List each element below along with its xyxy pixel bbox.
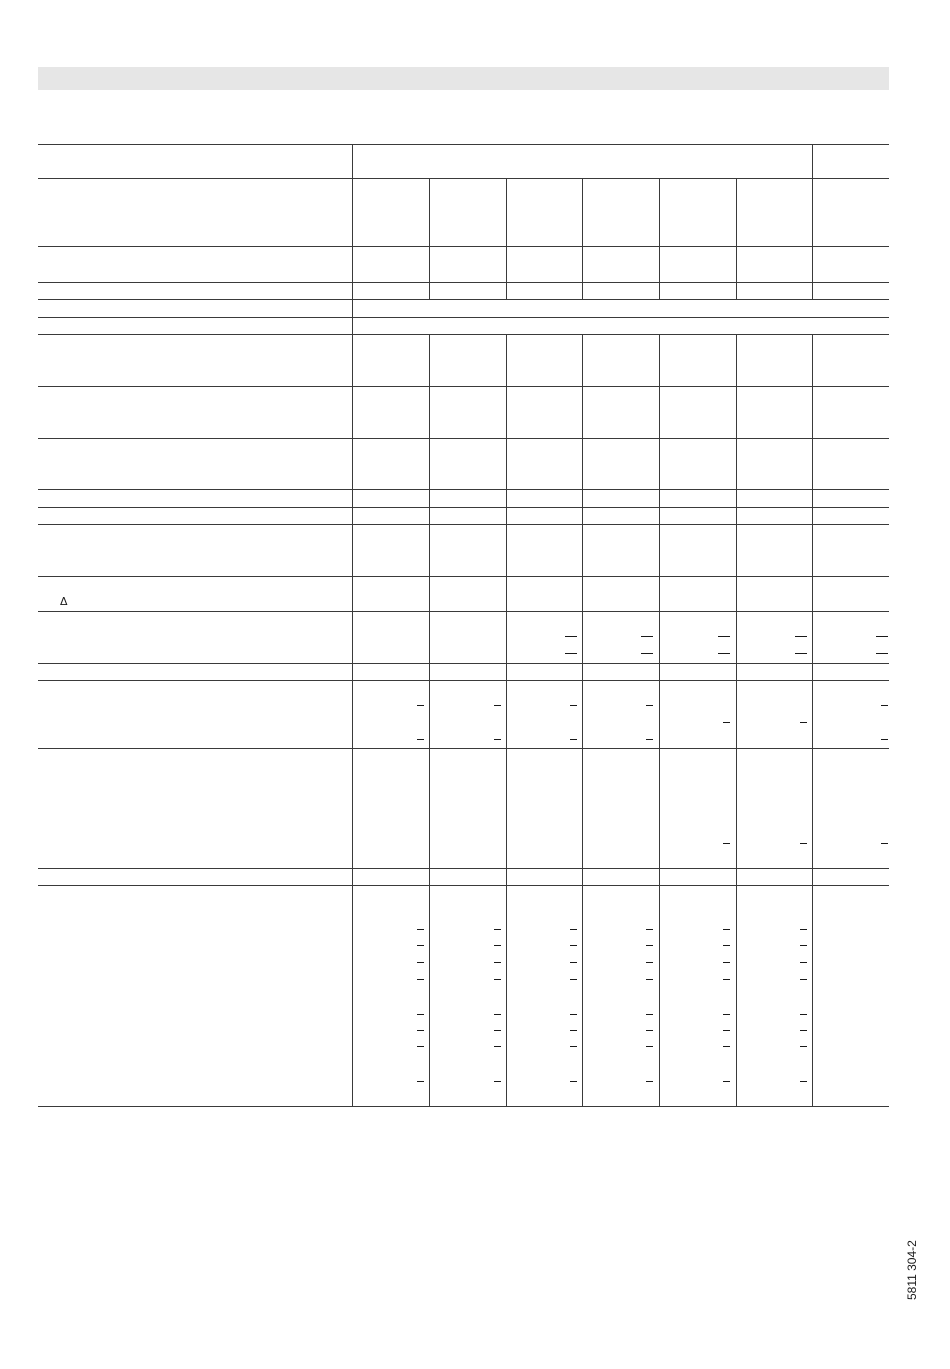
table-row-rule bbox=[38, 438, 889, 439]
table-row-rule bbox=[38, 611, 889, 612]
dash-mark bbox=[800, 843, 807, 844]
dash-mark bbox=[876, 636, 888, 637]
dash-mark bbox=[417, 1014, 424, 1015]
label-column-rule bbox=[352, 144, 353, 1107]
dash-mark bbox=[876, 653, 888, 654]
table-column-rule bbox=[582, 178, 583, 299]
dash-mark bbox=[723, 843, 730, 844]
table-column-rule bbox=[736, 178, 737, 299]
dash-mark bbox=[417, 945, 424, 946]
document-number: 5811 304-2 bbox=[905, 1240, 919, 1300]
dash-mark bbox=[646, 979, 653, 980]
dash-mark bbox=[795, 653, 807, 654]
dash-mark bbox=[417, 739, 424, 740]
dash-mark bbox=[646, 705, 653, 706]
dash-mark bbox=[800, 962, 807, 963]
table-row-rule bbox=[38, 178, 889, 179]
table-column-rule bbox=[659, 334, 660, 1107]
table-row-rule bbox=[38, 576, 889, 577]
table-row-rule bbox=[38, 507, 889, 508]
dash-mark bbox=[570, 979, 577, 980]
dash-mark bbox=[494, 979, 501, 980]
dash-mark bbox=[570, 962, 577, 963]
dash-mark bbox=[417, 1081, 424, 1082]
dash-mark bbox=[723, 1046, 730, 1047]
table-column-rule bbox=[812, 334, 813, 1107]
dash-mark bbox=[570, 739, 577, 740]
dash-mark bbox=[723, 945, 730, 946]
table-row-rule bbox=[38, 885, 889, 886]
dash-mark bbox=[494, 1030, 501, 1031]
dash-mark bbox=[795, 636, 807, 637]
dash-mark bbox=[417, 929, 424, 930]
dash-mark bbox=[800, 1014, 807, 1015]
dash-mark bbox=[723, 929, 730, 930]
table-column-rule bbox=[736, 334, 737, 1107]
dash-mark bbox=[646, 1030, 653, 1031]
dash-mark bbox=[800, 979, 807, 980]
dash-mark bbox=[641, 636, 653, 637]
dash-mark bbox=[646, 739, 653, 740]
table-row-rule bbox=[38, 246, 889, 247]
dash-mark bbox=[718, 653, 730, 654]
dash-mark bbox=[570, 1046, 577, 1047]
dash-mark bbox=[570, 1081, 577, 1082]
dash-mark bbox=[494, 1014, 501, 1015]
table-row-rule bbox=[38, 144, 889, 145]
table-column-rule bbox=[812, 178, 813, 299]
table-row-rule bbox=[38, 334, 889, 335]
table-row-rule bbox=[38, 386, 889, 387]
table-row-rule bbox=[38, 299, 889, 300]
dash-mark bbox=[723, 1014, 730, 1015]
table-column-rule bbox=[582, 334, 583, 1107]
dash-mark bbox=[800, 945, 807, 946]
dash-mark bbox=[800, 929, 807, 930]
dash-mark bbox=[723, 1030, 730, 1031]
dash-mark bbox=[570, 929, 577, 930]
table-column-rule bbox=[506, 178, 507, 299]
dash-mark bbox=[881, 705, 888, 706]
table-row-rule bbox=[38, 282, 889, 283]
table-row-rule bbox=[38, 748, 889, 749]
dash-mark bbox=[494, 1046, 501, 1047]
dash-mark bbox=[881, 843, 888, 844]
table-column-rule bbox=[429, 178, 430, 299]
dash-mark bbox=[800, 1030, 807, 1031]
table-row-rule bbox=[38, 489, 889, 490]
dash-mark bbox=[570, 945, 577, 946]
table-row-rule bbox=[38, 524, 889, 525]
dash-mark bbox=[494, 929, 501, 930]
dash-mark bbox=[641, 653, 653, 654]
dash-mark bbox=[646, 962, 653, 963]
dash-mark bbox=[723, 1081, 730, 1082]
table-column-rule bbox=[429, 334, 430, 1107]
dash-mark bbox=[723, 722, 730, 723]
dash-mark bbox=[570, 1014, 577, 1015]
dash-mark bbox=[565, 653, 577, 654]
dash-mark bbox=[800, 722, 807, 723]
dash-mark bbox=[494, 739, 501, 740]
dash-mark bbox=[417, 705, 424, 706]
dash-mark bbox=[723, 962, 730, 963]
table-row-rule bbox=[38, 1106, 889, 1107]
dash-mark bbox=[881, 739, 888, 740]
dash-mark bbox=[494, 1081, 501, 1082]
table-column-rule bbox=[659, 178, 660, 299]
table-column-rule bbox=[506, 334, 507, 1107]
dash-mark bbox=[417, 1030, 424, 1031]
dash-mark bbox=[723, 979, 730, 980]
table-row-rule bbox=[38, 680, 889, 681]
dash-mark bbox=[417, 979, 424, 980]
header-column-rule bbox=[812, 144, 813, 179]
dash-mark bbox=[646, 945, 653, 946]
dash-mark bbox=[417, 962, 424, 963]
dash-mark bbox=[646, 1014, 653, 1015]
dash-mark bbox=[800, 1081, 807, 1082]
dash-mark bbox=[718, 636, 730, 637]
table-row-rule bbox=[38, 868, 889, 869]
dash-mark bbox=[417, 1046, 424, 1047]
dash-mark bbox=[570, 705, 577, 706]
dash-mark bbox=[646, 1081, 653, 1082]
delta-symbol: Δ bbox=[60, 595, 68, 608]
dash-mark bbox=[646, 1046, 653, 1047]
dash-mark bbox=[494, 945, 501, 946]
dash-mark bbox=[565, 636, 577, 637]
dash-mark bbox=[570, 1030, 577, 1031]
dash-mark bbox=[494, 705, 501, 706]
table-row-rule bbox=[38, 663, 889, 664]
dash-mark bbox=[800, 1046, 807, 1047]
dash-mark bbox=[646, 929, 653, 930]
dash-mark bbox=[494, 962, 501, 963]
table-row-rule bbox=[38, 317, 889, 318]
